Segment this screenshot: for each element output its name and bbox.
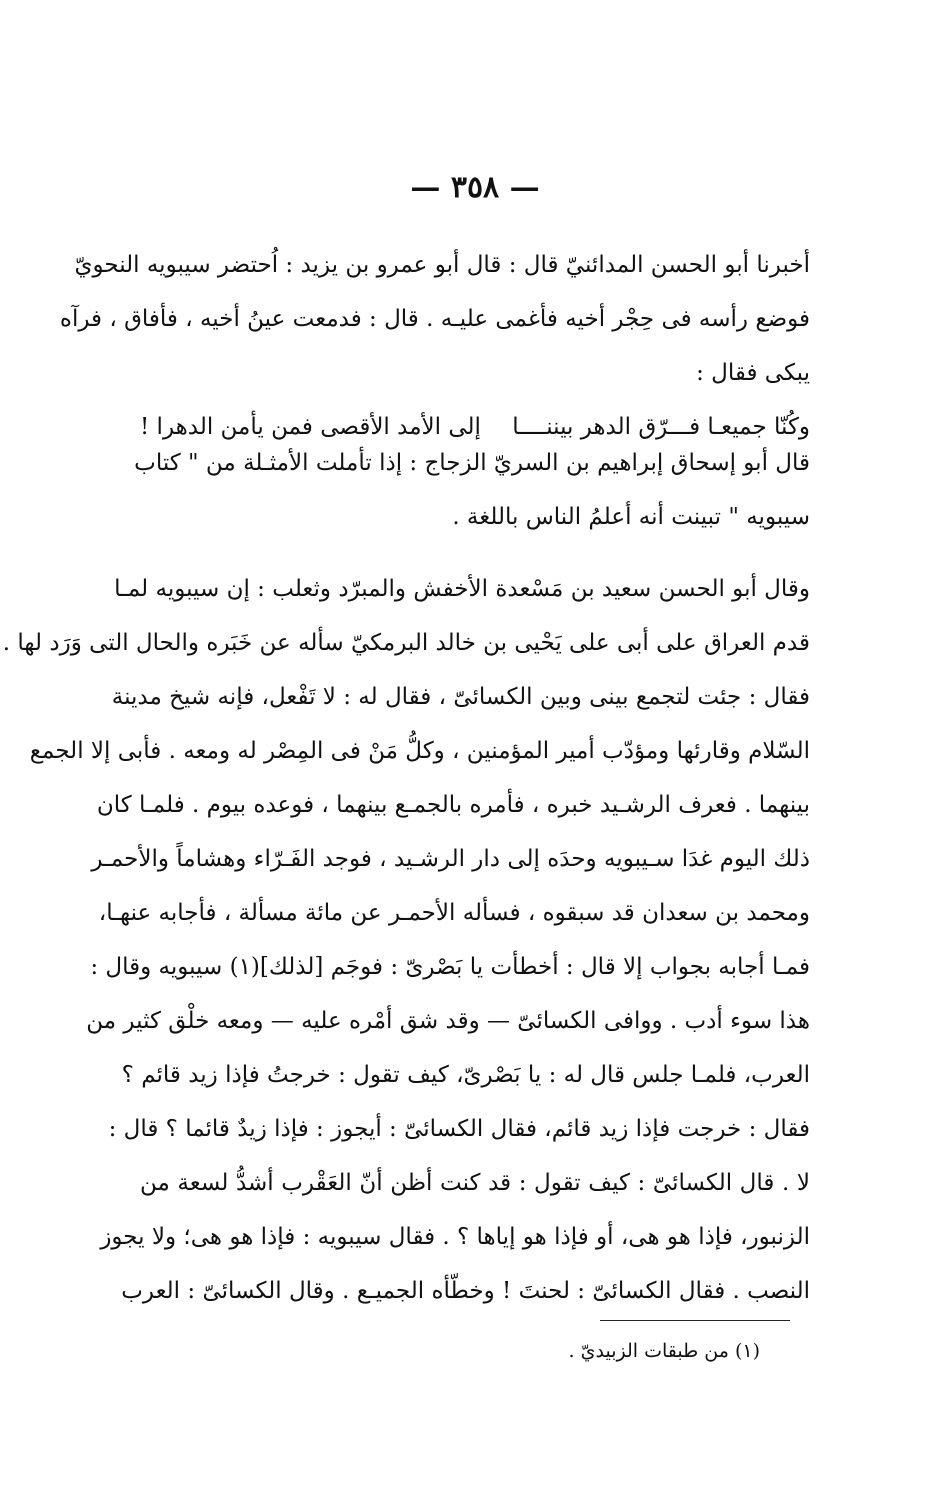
text-line: وقال أبو الحسن سعيد بن مَسْعدة الأخفش والمبرّد وثعلب : إن سيبويه لمـا bbox=[114, 576, 810, 602]
text-line: قدم العراق على أبى على يَحْيى بن خالد البرمكيّ سأله عن خَبَره والحال التى وَرَد لها . bbox=[2, 630, 810, 656]
text-line: النصب . فقال الكسائىّ : لحنتَ ! وخطّأه الجميـع . وقال الكسائىّ : العرب bbox=[121, 1278, 810, 1304]
text-line: ومحمد بن سعدان قد سبقوه ، فسأله الأحمـر عن مائة مسألة ، فأجابه عنهـا، bbox=[98, 900, 810, 926]
text-line: بينهما . فعرف الرشـيد خبره ، فأمره بالجمـع بينهما ، فوعده بيوم . فلمـا كان bbox=[96, 792, 810, 818]
text-line: الزنبور، فإذا هو هى، أو فإذا هو إياها ؟ . فقال سيبويه : فإذا هو هى؛ ولا يجوز bbox=[100, 1224, 810, 1250]
text-line: لا . قال الكسائىّ : كيف تقول : قد كنت أظن أنّ العَقْرب أشدُّ لسعة من bbox=[140, 1170, 810, 1196]
paragraph-2 bbox=[134, 436, 810, 544]
text-line: سيبويه " تبينت أنه أعلمُ الناس باللغة . bbox=[452, 504, 810, 530]
text-line: يبكى فقال : bbox=[696, 360, 810, 386]
paragraph-1 bbox=[59, 238, 810, 454]
text-line: ذلك اليوم غدَا سـيبويه وحدَه إلى دار الرشـيد ، فوجد الفَـرّاء وهشاماً والأحمـر bbox=[91, 846, 810, 872]
page-number: — ٣٥٨ — bbox=[410, 170, 540, 205]
text-line: هذا سوء أدب . ووافى الكسائىّ — وقد شق أمْره عليه — ومعه خلْق كثير من bbox=[86, 1008, 810, 1034]
text-line: فقال : جئت لتجمع بينى وبين الكسائىّ ، فقال له : لا تَفْعل، فإنه شيخ مدينة bbox=[111, 684, 810, 710]
text-line: العرب، فلمـا جلس قال له : يا بَصْرىّ، كيف تقول : خرجتُ فإذا زيد قائم ؟ bbox=[121, 1062, 810, 1088]
text-line: فقال : خرجت فإذا زيد قائم، فقال الكسائىّ : أيجوز : فإذا زيدٌ قائما ؟ قال : bbox=[108, 1116, 810, 1142]
footnote-divider bbox=[600, 1320, 790, 1321]
verse-right-hemistich: وكُنّا جميعـا فـــرّق الدهر بيننــــا bbox=[512, 414, 810, 440]
verse-left-hemistich: إلى الأمد الأقصى فمن يأمن الدهرا ! bbox=[140, 414, 481, 440]
text-line: فمـا أجابه بجواب إلا قال : أخطأت يا بَصْرىّ : فوجَم [لذلك](١) سيبويه وقال : bbox=[90, 954, 810, 980]
paragraph-3 bbox=[2, 562, 810, 1318]
footnote: (١) من طبقات الزبيديّ . bbox=[568, 1340, 760, 1362]
text-line: أخبرنا أبو الحسن المدائنيّ قال : قال أبو عمرو بن يزيد : اُحتضر سيبويه النحويّ bbox=[74, 252, 810, 278]
text-line: فوضع رأسه فى حِجْر أخيه فأغمى عليـه . قال : فدمعت عينُ أخيه ، فأفاق ، فرآه bbox=[59, 306, 810, 332]
text-line: السّلام وقارئها ومؤدّب أمير المؤمنين ، وكلُّ مَنْ فى المِصْر له ومعه . فأبى إلا الجمع bbox=[29, 738, 810, 764]
text-line: قال أبو إسحاق إبراهيم بن السريّ الزجاج : إذا تأملت الأمثـلة من " كتاب bbox=[134, 450, 810, 476]
